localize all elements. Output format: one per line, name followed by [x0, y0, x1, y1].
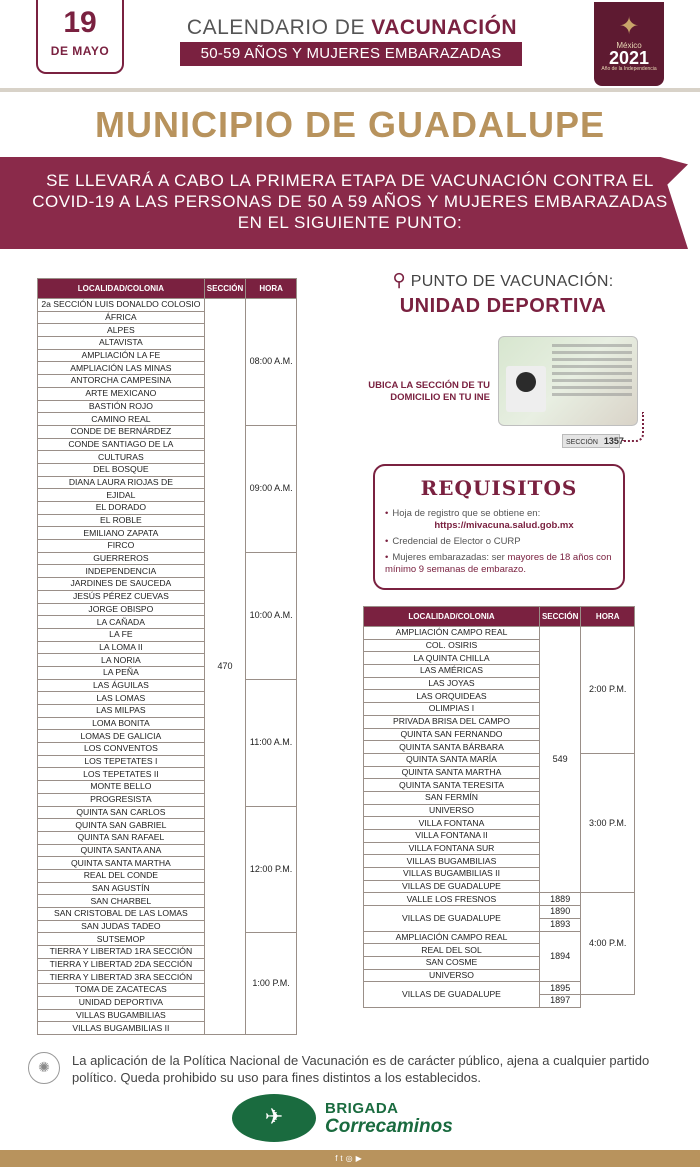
hora-cell: 3:00 P.M. — [581, 753, 635, 893]
ine-section-box — [562, 434, 624, 448]
localidad-cell: UNIVERSO — [364, 804, 540, 817]
calendar-title-pre: CALENDARIO DE — [186, 16, 372, 39]
localidad-cell: ANTORCHA CAMPESINA — [38, 375, 205, 388]
seccion-cell: 1895 — [539, 982, 580, 995]
localidad-cell: VILLAS BUGAMBILIAS — [364, 855, 540, 868]
localidad-cell: VALLE LOS FRESNOS — [364, 893, 540, 906]
seccion-cell: 549 — [539, 627, 580, 893]
hora-cell: 08:00 A.M. — [246, 299, 297, 426]
logo-tagline: Año de la Independencia — [601, 66, 657, 72]
localidad-cell: EL ROBLE — [38, 514, 205, 527]
localidad-cell: QUINTA SANTA MARÍA — [364, 753, 540, 766]
municipio-title: MUNICIPIO DE GUADALUPE — [94, 104, 606, 145]
localidad-cell: VILLA FONTANA — [364, 817, 540, 830]
localidad-cell: QUINTA SAN GABRIEL — [38, 819, 205, 832]
localidad-cell: LAS ÁGUILAS — [38, 679, 205, 692]
localidad-cell: CAMINO REAL — [38, 413, 205, 426]
requirement-item — [385, 552, 623, 576]
requirement-item — [385, 536, 623, 548]
localidad-cell: VILLA FONTANA SUR — [364, 842, 540, 855]
localidad-cell: CONDE SANTIAGO DE LA — [38, 438, 205, 451]
localidad-cell: LOS CONVENTOS — [38, 743, 205, 756]
col-header-hora: HORA — [246, 279, 297, 299]
localidad-cell: EJIDAL — [38, 489, 205, 502]
ine-section-label: SECCIÓN — [566, 439, 598, 446]
localidad-cell: LAS AMÉRICAS — [364, 665, 540, 678]
ine-pointer — [622, 412, 644, 442]
localidad-cell: VILLAS BUGAMBILIAS II — [364, 868, 540, 881]
localidad-cell: SAN COSME — [364, 956, 540, 969]
localidad-cell: EMILIANO ZAPATA — [38, 527, 205, 540]
hora-cell: 1:00 P.M. — [246, 933, 297, 1035]
localidad-cell: LA LOMA II — [38, 641, 205, 654]
localidad-cell: UNIDAD DEPORTIVA — [38, 996, 205, 1009]
localidad-cell: ARTE MEXICANO — [38, 387, 205, 400]
table-row — [38, 299, 297, 312]
localidad-cell: QUINTA SANTA TERESITA — [364, 779, 540, 792]
table-row — [364, 753, 635, 766]
localidad-cell: LA FE — [38, 628, 205, 641]
localidad-cell: LA CAÑADA — [38, 616, 205, 629]
col-header-localidad: LOCALIDAD/COLONIA — [38, 279, 205, 299]
localidad-cell: VILLAS DE GUADALUPE — [364, 880, 540, 893]
registration-link[interactable]: https://mivacuna.salud.gob.mx — [434, 520, 574, 531]
localidad-cell: MONTE BELLO — [38, 781, 205, 794]
table-row — [364, 627, 635, 640]
col-header-seccion: SECCIÓN — [539, 607, 580, 627]
correcaminos-label: Correcaminos — [325, 1116, 453, 1137]
seccion-cell: 1893 — [539, 918, 580, 931]
localidad-cell: 2a SECCIÓN LUIS DONALDO COLOSIO — [38, 299, 205, 312]
localidad-cell: LAS LOMAS — [38, 692, 205, 705]
seccion-cell: 470 — [204, 299, 245, 1035]
localidad-cell: INDEPENDENCIA — [38, 565, 205, 578]
requirements-box — [373, 464, 625, 590]
localidad-cell: LAS MILPAS — [38, 705, 205, 718]
col-header-hora: HORA — [581, 607, 635, 627]
requirement-registro: Hoja de registro que se obtiene en: — [392, 508, 541, 519]
localidad-cell: SUTSEMOP — [38, 933, 205, 946]
schedule-table-2 — [363, 606, 635, 1008]
localidad-cell: LAS ORQUIDEAS — [364, 690, 540, 703]
ine-text-lines — [552, 344, 632, 400]
localidad-cell: QUINTA SAN CARLOS — [38, 806, 205, 819]
schedule-table-1 — [37, 278, 297, 1035]
localidad-cell: UNIVERSO — [364, 969, 540, 982]
youtube-icon[interactable]: ▶ — [355, 1154, 365, 1163]
localidad-cell: LOS TEPETATES II — [38, 768, 205, 781]
requirements-title: REQUISITOS — [420, 476, 578, 500]
localidad-cell: SAN CRISTOBAL DE LAS LOMAS — [38, 908, 205, 921]
localidad-cell: LA NORIA — [38, 654, 205, 667]
localidad-cell: VILLAS BUGAMBILIAS II — [38, 1022, 205, 1035]
localidad-cell: LOMA BONITA — [38, 717, 205, 730]
localidad-cell: QUINTA SANTA ANA — [38, 844, 205, 857]
ine-hint: UBICA LA SECCIÓN DE TU DOMICILIO EN TU INE — [368, 380, 490, 403]
table-row — [38, 806, 297, 819]
col-header-seccion: SECCIÓN — [204, 279, 245, 299]
hora-cell: 09:00 A.M. — [246, 425, 297, 552]
localidad-cell: QUINTA SANTA MARTHA — [364, 766, 540, 779]
hora-cell: 11:00 A.M. — [246, 679, 297, 806]
localidad-cell: AMPLIACIÓN CAMPO REAL — [364, 627, 540, 640]
localidad-cell: SAN JUDAS TADEO — [38, 920, 205, 933]
localidad-cell: BASTIÓN ROJO — [38, 400, 205, 413]
localidad-cell: QUINTA SAN FERNANDO — [364, 728, 540, 741]
localidad-cell: EL DORADO — [38, 502, 205, 515]
seccion-cell: 1890 — [539, 906, 580, 919]
requirement-credencial: Credencial de Elector o CURP — [392, 536, 521, 547]
localidad-cell: VILLA FONTANA II — [364, 830, 540, 843]
government-seal-icon: ✺ — [28, 1052, 60, 1084]
localidad-cell: JESÚS PÉREZ CUEVAS — [38, 590, 205, 603]
localidad-cell: VILLAS DE GUADALUPE — [364, 982, 540, 1007]
localidad-cell: LA QUINTA CHILLA — [364, 652, 540, 665]
calendar-title-bold: VACUNACIÓN — [371, 16, 518, 39]
calendar-subtitle: 50-59 AÑOS Y MUJERES EMBARAZADAS — [180, 42, 522, 66]
localidad-cell: ALTAVISTA — [38, 337, 205, 350]
table-row — [38, 552, 297, 565]
localidad-cell: TIERRA Y LIBERTAD 2DA SECCIÓN — [38, 958, 205, 971]
localidad-cell: OLIMPIAS I — [364, 703, 540, 716]
localidad-cell: LOS TEPETATES I — [38, 755, 205, 768]
localidad-cell: DIANA LAURA RIOJAS DE — [38, 476, 205, 489]
localidad-cell: QUINTA SANTA BÁRBARA — [364, 741, 540, 754]
localidad-cell: JARDINES DE SAUCEDA — [38, 578, 205, 591]
vaccination-point-place: UNIDAD DEPORTIVA — [399, 295, 607, 317]
table-row — [38, 679, 297, 692]
twitter-icon[interactable]: t — [340, 1154, 346, 1163]
table-row — [38, 933, 297, 946]
localidad-cell: SAN AGUSTÍN — [38, 882, 205, 895]
localidad-cell: REAL DEL SOL — [364, 944, 540, 957]
localidad-cell: AMPLIACIÓN LA FE — [38, 349, 205, 362]
brigada-label: BRIGADA — [325, 1100, 399, 1117]
requirement-embarazadas: Mujeres embarazadas: ser — [392, 552, 508, 563]
localidad-cell: LOMAS DE GALICIA — [38, 730, 205, 743]
social-icons-bar — [0, 1150, 700, 1167]
hora-cell: 12:00 P.M. — [246, 806, 297, 933]
requirements-list — [385, 508, 623, 576]
localidad-cell: QUINTA SANTA MARTHA — [38, 857, 205, 870]
localidad-cell: AMPLIACIÓN CAMPO REAL — [364, 931, 540, 944]
localidad-cell: SAN FERMÍN — [364, 791, 540, 804]
localidad-cell: DEL BOSQUE — [38, 463, 205, 476]
requirement-item — [385, 508, 623, 532]
logo-country: México — [616, 41, 642, 50]
localidad-cell: PROGRESISTA — [38, 793, 205, 806]
localidad-cell: TOMA DE ZACATECAS — [38, 984, 205, 997]
calendar-title — [172, 16, 532, 40]
localidad-cell: ALPES — [38, 324, 205, 337]
localidad-cell: QUINTA SAN RAFAEL — [38, 831, 205, 844]
localidad-cell: ÁFRICA — [38, 311, 205, 324]
localidad-cell: LA PEÑA — [38, 666, 205, 679]
vaccination-point-label — [368, 270, 638, 291]
localidad-cell: TIERRA Y LIBERTAD 1RA SECCIÓN — [38, 946, 205, 959]
header-divider — [0, 88, 700, 92]
hora-cell: 4:00 P.M. — [581, 893, 635, 995]
date-badge — [36, 0, 124, 74]
instagram-icon[interactable]: ◎ — [345, 1154, 356, 1163]
vaccination-point-label-text: PUNTO DE VACUNACIÓN: — [410, 273, 614, 290]
localidad-cell: AMPLIACIÓN LAS MINAS — [38, 362, 205, 375]
table-row — [38, 425, 297, 438]
vaccination-point — [368, 270, 638, 318]
col-header-localidad: LOCALIDAD/COLONIA — [364, 607, 540, 627]
hora-cell: 10:00 A.M. — [246, 552, 297, 679]
localidad-cell: GUERREROS — [38, 552, 205, 565]
localidad-cell: REAL DEL CONDE — [38, 869, 205, 882]
eagle-icon: ✦ — [618, 13, 640, 40]
localidad-cell: COL. OSIRIS — [364, 639, 540, 652]
localidad-cell: VILLAS DE GUADALUPE — [364, 906, 540, 931]
localidad-cell: CULTURAS — [38, 451, 205, 464]
localidad-cell: CONDE DE BERNÁRDEZ — [38, 425, 205, 438]
hora-cell: 2:00 P.M. — [581, 627, 635, 754]
location-pin-icon: ⚲ — [392, 270, 406, 290]
announcement-text: SE LLEVARÁ A CABO LA PRIMERA ETAPA DE VACUNACIÓN CONTRA EL COVID-19 A LAS PERSONAS DE 50 A 59 AÑOS Y MUJERES EMBARAZADAS EN EL SIGUIENTE PUNTO: — [32, 171, 668, 232]
localidad-cell: VILLAS BUGAMBILIAS — [38, 1009, 205, 1022]
date-month: DE MAYO — [50, 44, 110, 58]
localidad-cell: JORGE OBISPO — [38, 603, 205, 616]
localidad-cell: SAN CHARBEL — [38, 895, 205, 908]
seccion-cell: 1889 — [539, 893, 580, 906]
footer-disclaimer: La aplicación de la Política Nacional de Vacunación es de carácter público, ajena a cualquier partido político. Queda prohibido su uso para fines distintos a los establecidos. — [72, 1053, 650, 1085]
localidad-cell: PRIVADA BRISA DEL CAMPO — [364, 715, 540, 728]
ine-section-value: 1357 — [603, 436, 624, 446]
localidad-cell: FIRCO — [38, 540, 205, 553]
seccion-cell: 1897 — [539, 994, 580, 1007]
date-day: 19 — [63, 6, 97, 39]
localidad-cell: LAS JOYAS — [364, 677, 540, 690]
localidad-cell: TIERRA Y LIBERTAD 3RA SECCIÓN — [38, 971, 205, 984]
ine-photo-icon — [506, 366, 546, 412]
seccion-cell: 1894 — [539, 931, 580, 982]
brigada-plane-icon: ✈ — [232, 1094, 316, 1142]
facebook-icon[interactable]: f — [335, 1154, 341, 1163]
logo-year: 2021 — [608, 48, 650, 68]
mexico-2021-logo — [594, 2, 664, 86]
requirement-embarazadas-highlight: mayores de 18 años con mínimo 9 semanas de embarazo. — [385, 552, 612, 575]
